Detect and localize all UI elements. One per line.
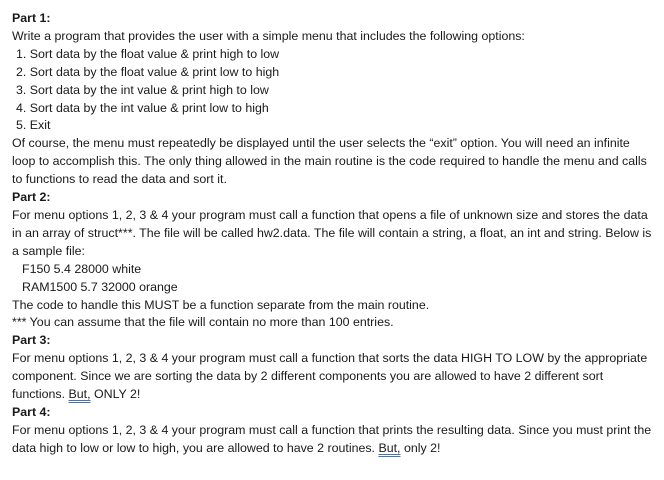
part4-body-text: For menu options 1, 2, 3 & 4 your program must call a function that prints the resulting data. Since you must print the data high to low or low to high, you are allowed to have 2 routines. bbox=[12, 422, 652, 455]
part2-note-entries: *** You can assume that the file will contain no more than 100 entries. bbox=[12, 315, 394, 330]
part1-intro: Write a program that provides the user with a simple menu that includes the following options: bbox=[12, 28, 525, 43]
menu-option: 1. Sort data by the float value & print high to low bbox=[16, 46, 280, 61]
menu-option: 3. Sort data by the int value & print high to low bbox=[16, 82, 269, 97]
part1-heading: Part 1: bbox=[12, 11, 51, 25]
menu-options-list bbox=[12, 46, 652, 136]
part2-body: For menu options 1, 2, 3 & 4 your program must call a function that opens a file of unknown size and stores the data in an array of struct***. The file will be called hw2.data. The file will contain a string, a float, an int and string. Below is a sample file: bbox=[12, 207, 652, 258]
part4-but-word: But, bbox=[378, 440, 401, 455]
part3-body bbox=[12, 350, 652, 404]
part3-body-text: For menu options 1, 2, 3 & 4 your program must call a function that sorts the data HIGH TO LOW by the appropriate component. Since we are sorting the data by 2 different components you are allowed to have 2 different sort functions. bbox=[12, 351, 648, 402]
part2-note-function: The code to handle this MUST be a function separate from the main routine. bbox=[12, 297, 430, 312]
part2-heading: Part 2: bbox=[12, 190, 51, 205]
sample-file-line: F150 5.4 28000 white bbox=[22, 261, 142, 276]
menu-option: 2. Sort data by the float value & print low to high bbox=[16, 64, 280, 79]
part3-heading: Part 3: bbox=[12, 333, 51, 348]
part3-but-word: But, bbox=[68, 387, 91, 402]
part4-body bbox=[12, 422, 652, 458]
part4-body-end: only 2! bbox=[403, 440, 441, 455]
part4-heading: Part 4: bbox=[12, 404, 51, 419]
menu-option: 4. Sort data by the int value & print low to high bbox=[16, 100, 269, 115]
part1-body: Of course, the menu must repeatedly be displayed until the user selects the “exit” option. You will need an infinite loop to accomplish this. The only thing allowed in the main routine is the code required to handle the menu and calls to functions to read the data and sort it. bbox=[12, 136, 647, 187]
menu-option: 5. Exit bbox=[16, 118, 51, 133]
part3-body-end: ONLY 2! bbox=[94, 387, 141, 402]
sample-file-line: RAM1500 5.7 32000 orange bbox=[22, 279, 178, 294]
document-page bbox=[12, 10, 652, 458]
